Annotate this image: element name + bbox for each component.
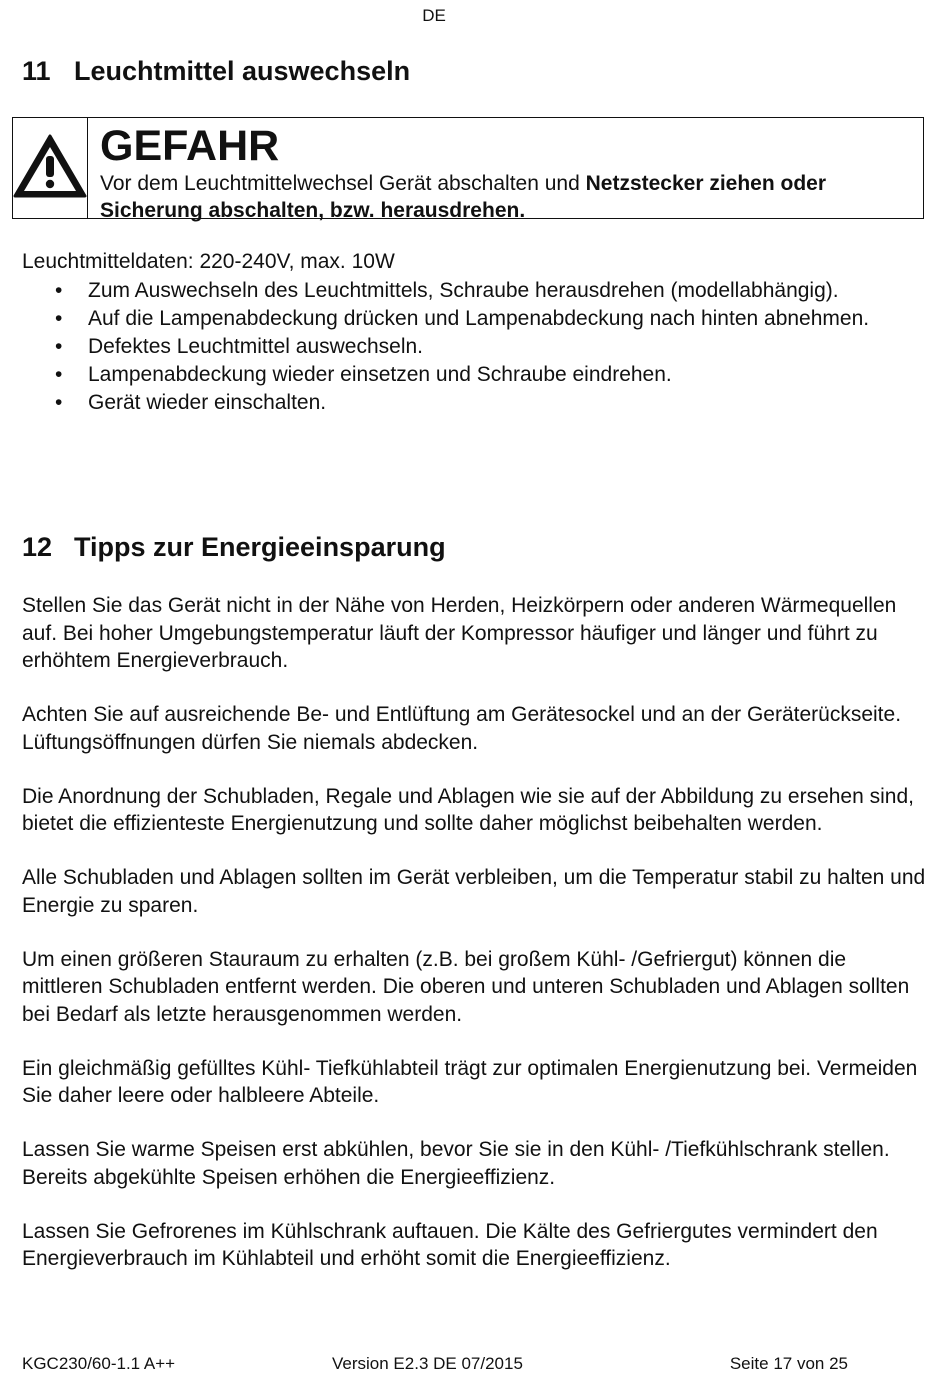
list-item-text: Lampenabdeckung wieder einsetzen und Schraube eindrehen. [88, 363, 672, 386]
warning-text-bold: Netzstecker ziehen oder Sicherung abschalten, bzw. herausdrehen. [100, 172, 827, 222]
list-item-text: Defektes Leuchtmittel auswechseln. [88, 335, 424, 358]
section-11-title: Leuchtmittel auswechseln [74, 56, 411, 86]
bullet-icon: • [55, 335, 63, 358]
section-11-heading [22, 56, 410, 87]
list-item-text: Zum Auswechseln des Leuchtmittels, Schraube herausdrehen (modellabhängig). [88, 279, 839, 302]
lamp-specs: Leuchtmitteldaten: 220-240V, max. 10W [22, 250, 395, 273]
replacement-steps-list [22, 277, 902, 417]
paragraph: Lassen Sie Gefrorenes im Kühlschrank auftauen. Die Kälte des Gefriergutes vermindert den Energieverbrauch im Kühlabteil und erhöht somit die Energieeffizienz. [22, 1219, 878, 1270]
energy-tips-body [22, 592, 932, 1299]
paragraph: Stellen Sie das Gerät nicht in der Nähe von Herden, Heizkörpern oder anderen Wärmequellen auf. Bei hoher Umgebungstemperatur läuft der Kompressor häufiger und länger und führt zu erhöhtem Energieverbrauch. [22, 594, 897, 672]
paragraph: Achten Sie auf ausreichende Be- und Entlüftung am Gerätesockel und an der Geräterückseite. Lüftungsöffnungen dürfen Sie niemals abdecken. [22, 703, 902, 754]
paragraph: Lassen Sie warme Speisen erst abkühlen, bevor Sie sie in den Kühl- /Tiefkühlschrank stellen. Bereits abgekühlte Speisen erhöhen die Energieeffizienz. [22, 1138, 890, 1189]
list-item [22, 389, 902, 417]
bullet-icon: • [55, 279, 63, 302]
warning-icon-cell [13, 118, 88, 218]
paragraph: Die Anordnung der Schubladen, Regale und Ablagen wie sie auf der Abbildung zu ersehen sind, bietet die effizienteste Energienutzung und sollte daher möglichst beibehalten werden. [22, 784, 914, 835]
list-item [22, 361, 902, 389]
footer-page-number: Seite 17 von 25 [729, 1354, 848, 1373]
list-item [22, 333, 902, 361]
list-item [22, 305, 902, 333]
list-item-text: Auf die Lampenabdeckung drücken und Lampenabdeckung nach hinten abnehmen. [88, 307, 870, 330]
warning-text-normal: Vor dem Leuchtmittelwechsel Gerät abschalten und [100, 172, 586, 195]
paragraph: Um einen größeren Stauraum zu erhalten (z.B. bei großem Kühl- /Gefriergut) können die mittleren Schubladen entfernt werden. Die oberen und unteren Schubladen und Ablagen sollten bei Bedarf als letzte herausgenommen werden. [22, 947, 910, 1026]
list-item-text: Gerät wieder einschalten. [88, 391, 327, 414]
section-11-number: 11 [22, 56, 51, 86]
bullet-icon: • [55, 391, 63, 414]
language-label: DE [422, 6, 446, 25]
section-12-heading [22, 532, 446, 563]
footer-model: KGC230/60-1.1 A++ [22, 1354, 176, 1373]
list-item [22, 277, 902, 305]
paragraph: Ein gleichmäßig gefülltes Kühl- Tiefkühlabteil trägt zur optimalen Energienutzung bei. Vermeiden Sie daher leere oder halbleere Abteile. [22, 1056, 918, 1107]
section-12-number: 12 [22, 532, 53, 562]
footer-version: Version E2.3 DE 07/2015 [332, 1354, 523, 1373]
warning-title: GEFAHR [100, 122, 280, 170]
warning-text-cell [88, 118, 923, 222]
warning-text [100, 170, 923, 224]
section-12-title: Tipps zur Energieeinsparung [74, 532, 446, 562]
bullet-icon: • [55, 307, 63, 330]
paragraph: Alle Schubladen und Ablagen sollten im Gerät verbleiben, um die Temperatur stabil zu halten und Energie zu sparen. [22, 866, 926, 917]
warning-triangle-icon [13, 134, 87, 203]
danger-warning-box [12, 117, 924, 222]
bullet-icon: • [55, 363, 63, 386]
